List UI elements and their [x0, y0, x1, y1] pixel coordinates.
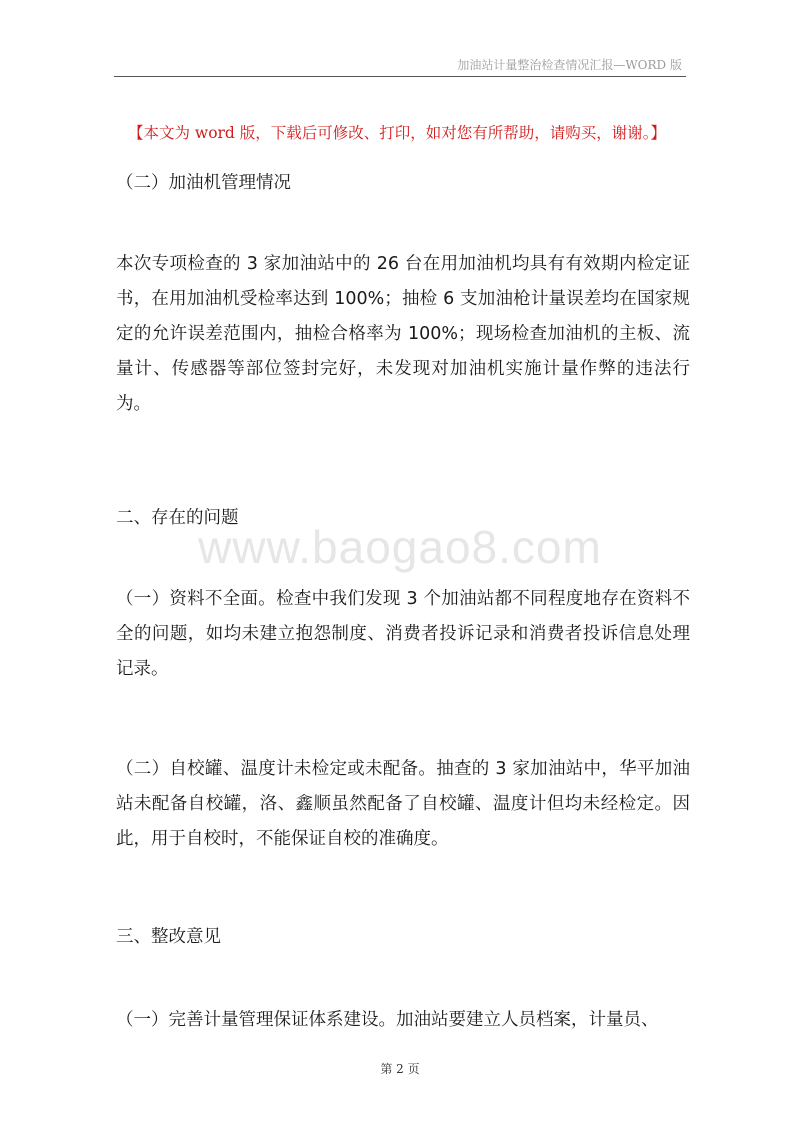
paragraph-dispenser: 本次专项检查的 3 家加油站中的 26 台在用加油机均具有有效期内检定证书，在用加油机受检率达到 100%；抽检 6 支加油枪计量误差均在国家规定的允许误差范围内，抽检合格率为 100%；现场检查加油机的主板、流量计、传感器等部位签封完好，未发现对加油机实施计量作弊的违法行为。	[116, 254, 690, 414]
watermark-text: www.baogao8.com	[198, 521, 602, 573]
section-heading-dispenser: （二）加油机管理情况	[116, 173, 291, 193]
paragraph-problem-2: （二）自校罐、温度计未检定或未配备。抽查的 3 家加油站中，华平加油站未配备自校罐，洛、鑫顺虽然配备了自校罐、温度计但均未经检定。因此，用于自校时，不能保证自校的准确度。	[116, 759, 690, 849]
header-divider	[114, 76, 686, 77]
section-heading-rectification: 三、整改意见	[116, 927, 221, 947]
paragraph-rectification-1: （一）完善计量管理保证体系建设。加油站要建立人员档案，计量员、	[116, 1010, 659, 1030]
section-heading-problems: 二、存在的问题	[116, 508, 239, 528]
page-header-title: 加油站计量整治检查情况汇报—WORD 版	[457, 58, 682, 72]
paragraph-problem-1: （一）资料不全面。检查中我们发现 3 个加油站都不同程度地存在资料不全的问题，如均未建立抱怨制度、消费者投诉记录和消费者投诉信息处理记录。	[116, 589, 690, 679]
download-notice: 【本文为 word 版，下载后可修改、打印，如对您有所帮助，请购买，谢谢。】	[128, 124, 667, 142]
page-number: 第 2 页	[380, 1062, 420, 1076]
